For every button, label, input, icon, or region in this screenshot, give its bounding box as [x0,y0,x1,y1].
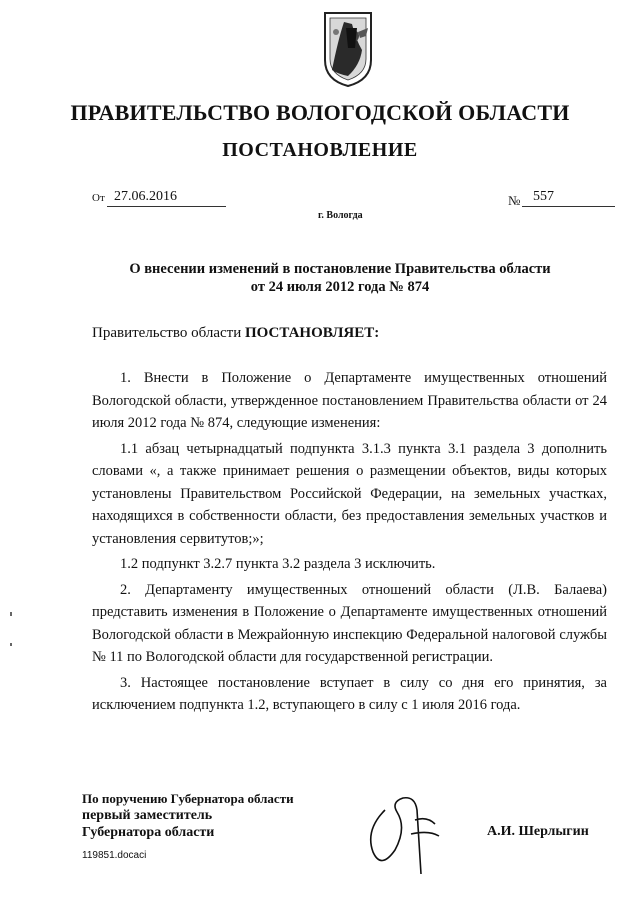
document-type: ПОСТАНОВЛЕНИЕ [222,139,418,161]
signer-name: А.И. Шерлыгин [487,824,589,839]
city: г. Вологда [318,210,363,221]
paragraph-1-1: 1.1 абзац четырнадцатый подпункта 3.1.3 пункта 3.1 раздела 3 дополнить словами «, а также принимает решения о размещении объектов, виды которых установлены Правительством Российской Федерации, на земельных участках, находящихся в собственности области, без предоставления земельных участков и установления сервитутов;»; [92,440,607,547]
coat-of-arms-icon [322,10,374,88]
signatory-line-2: первый заместитель [82,808,213,823]
decree-prefix: Правительство области [92,325,245,341]
decree-verb: ПОСТАНОВЛЯЕТ: [244,325,380,341]
signatory-line-1: По поручению Губернатора области [82,791,294,806]
document-number: 557 [522,188,615,207]
scan-mark [10,612,12,616]
paragraph-1: 1. Внести в Положение о Департаменте имущественных отношений Вологодской области, утвержденное постановлением Правительства области от 24 июля 2012 года № 874, следующие изменения: [92,370,607,431]
document-body [92,367,607,720]
date-label: От [92,192,105,204]
organization-title: ПРАВИТЕЛЬСТВО ВОЛОГОДСКОЙ ОБЛАСТИ [70,100,570,125]
decree-statement [92,325,379,342]
document-date: 27.06.2016 [107,188,226,207]
file-reference: 119851.docaci [82,850,147,861]
number-label: № [508,193,521,208]
subject-line-1: О внесении изменений в постановление Правительства области [129,261,551,277]
paragraph-2: 2. Департаменту имущественных отношений области (Л.В. Балаева) представить изменения в Положение о Департаменте имущественных отношений Вологодской области в Межрайонную инспекцию Федеральной налоговой службы № 11 по Вологодской области для государственной регистрации. [92,581,607,665]
signatory-position [82,790,294,841]
paragraph-1-2: 1.2 подпункт 3.2.7 пункта 3.2 раздела 3 исключить. [120,556,436,572]
signatory-line-3: Губернатора области [82,825,215,840]
document-subject [100,260,580,296]
handwritten-signature-icon [355,790,465,880]
scan-mark [10,643,12,646]
paragraph-3: 3. Настоящее постановление вступает в силу со дня его принятия, за исключением подпункта 1.2, вступающего в силу с 1 июля 2016 года. [92,674,607,713]
subject-line-2: от 24 июля 2012 года № 874 [250,279,430,295]
